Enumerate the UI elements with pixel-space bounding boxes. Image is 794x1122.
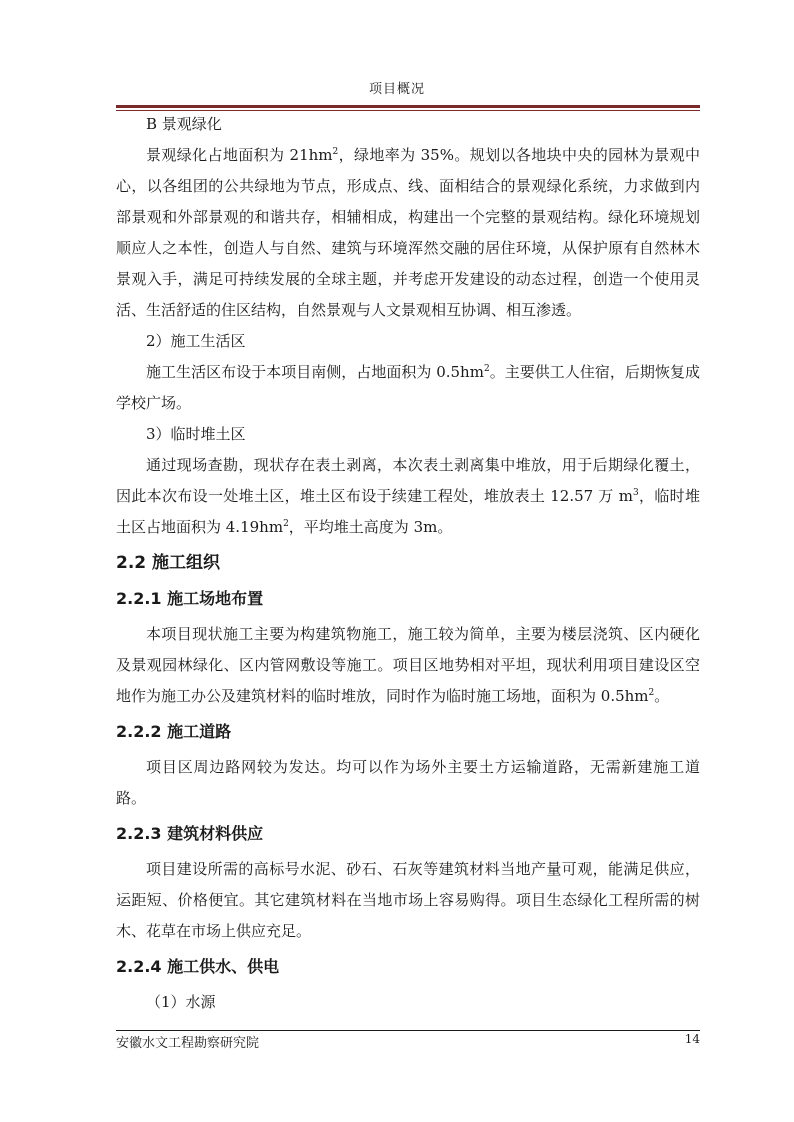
heading-2-2: 2.2 施工组织 (116, 553, 221, 573)
construction-living-area-heading: 2）施工生活区 (146, 332, 246, 350)
section-b-heading: B 景观绿化 (146, 115, 222, 133)
running-header-title: 项目概况 (368, 82, 425, 97)
footer-rule (116, 1030, 700, 1031)
header-rule-thick (116, 105, 700, 108)
heading-2-2-1: 2.2.1 施工场地布置 (116, 589, 264, 608)
water-source-item: （1）水源 (146, 993, 216, 1011)
heading-2-2-2: 2.2.2 施工道路 (116, 722, 232, 741)
page-body (116, 109, 700, 1018)
heading-2-2-3: 2.2.3 建筑材料供应 (116, 824, 264, 843)
temp-soil-area-paragraph: 通过现场查勘，现状存在表土剥离，本次表土剥离集中堆放，用于后期绿化覆土，因此本次布设一处堆土区，堆土区布设于续建工程处，堆放表土 12.57 万 $m^3$，临时堆土区占地面积为 $4.19hm^2$，平均堆土高度为 3m。 (116, 456, 700, 536)
footer-organization: 安徽水文工程勘察研究院 (116, 1036, 260, 1051)
section-b-paragraph: 景观绿化占地面积为 $21hm^2$，绿地率为 35%。规划以各地块中央的园林为景观中心，以各组团的公共绿地为节点，形成点、线、面相结合的景观绿化系统，力求做到内部景观和外部景观的和谐共存，相辅相成，构建出一个完整的景观结构。绿化环境规划顺应人之本性，创造人与自然、建筑与环境浑然交融的居住环境，从保护原有自然林木景观入手，满足可持续发展的全球主题，并考虑开发建设的动态过程，创造一个使用灵活、生活舒适的住区结构，自然景观与人文景观相互协调、相互渗透。 (116, 146, 700, 319)
paragraph-2-2-2: 项目区周边路网较为发达。均可以作为场外主要土方运输道路，无需新建施工道路。 (116, 758, 700, 807)
paragraph-2-2-1: 本项目现状施工主要为构建筑物施工，施工较为简单，主要为楼层浇筑、区内硬化及景观园林绿化、区内管网敷设等施工。项目区地势相对平坦，现状利用项目建设区空地作为施工办公及建筑材料的临时堆放，同时作为临时施工场地，面积为 $0.5hm^2$。 (116, 625, 700, 705)
page-number: 14 (684, 1032, 700, 1046)
construction-living-area-paragraph: 施工生活区布设于本项目南侧，占地面积为 $0.5hm^2$。主要供工人住宿，后期恢复成学校广场。 (116, 363, 700, 412)
heading-2-2-4: 2.2.4 施工供水、供电 (116, 957, 280, 976)
temp-soil-area-heading: 3）临时堆土区 (146, 425, 246, 443)
paragraph-2-2-3: 项目建设所需的高标号水泥、砂石、石灰等建筑材料当地产量可观，能满足供应，运距短、价格便宜。其它建筑材料在当地市场上容易购得。项目生态绿化工程所需的树木、花草在市场上供应充足。 (116, 860, 700, 940)
